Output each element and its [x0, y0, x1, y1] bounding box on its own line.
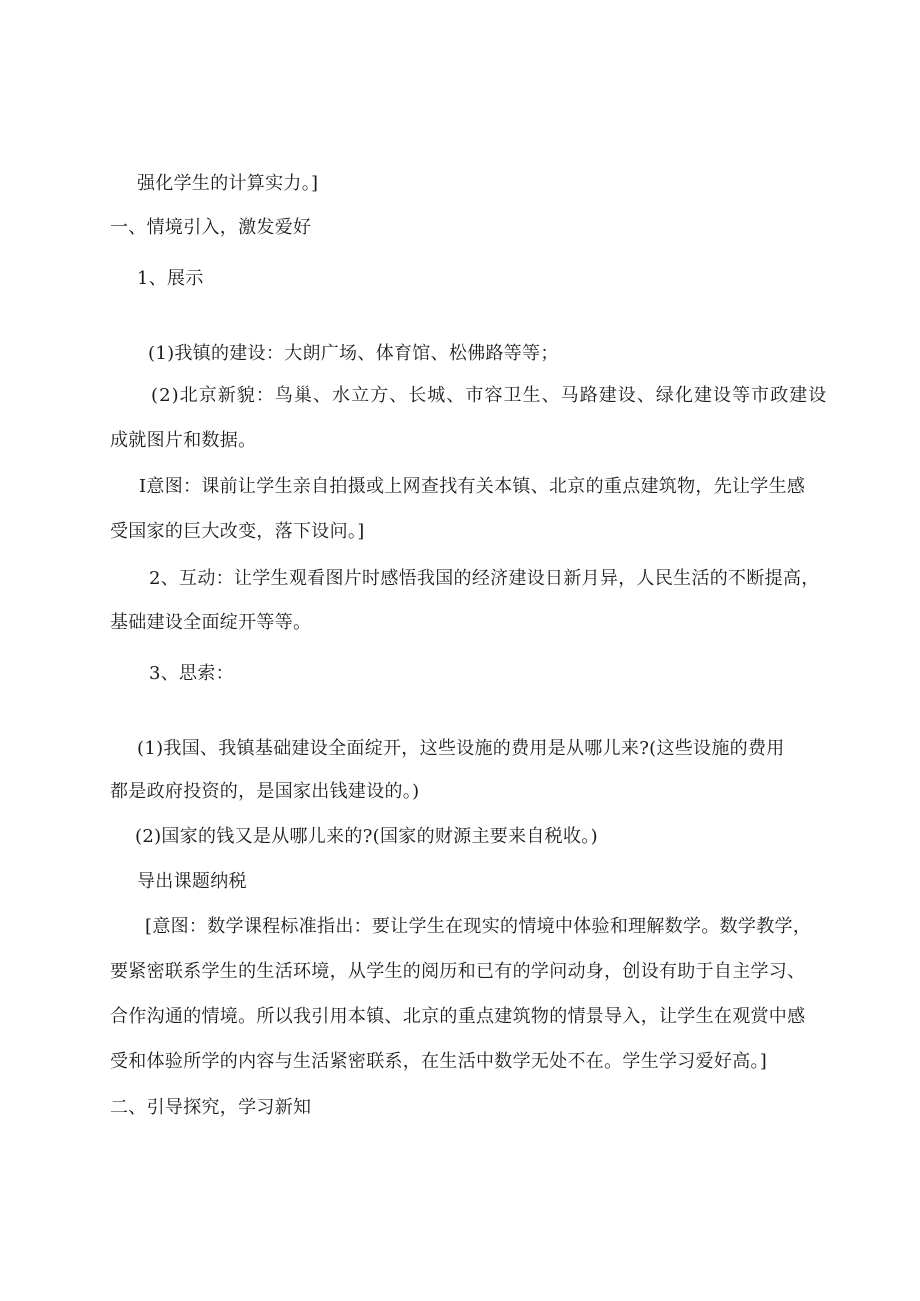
section-heading: 一、情境引入，激发爱好 [110, 217, 312, 238]
text-line: 受国家的巨大改变，落下设问。] [110, 521, 365, 542]
text-line: 2、互动：让学生观看图片时感悟我国的经济建设日新月异，人民生活的不断提高， [149, 568, 820, 589]
text-line: 导出课题纳税 [137, 871, 247, 892]
text-line: I意图：课前让学生亲自拍摄或上网查找有关本镇、北京的重点建筑物，先让学生感 [139, 476, 806, 497]
section-heading: 二、引导探究，学习新知 [110, 1097, 312, 1118]
subheading: 3、思索： [149, 663, 234, 684]
text-line: 受和体验所学的内容与生活紧密联系，在生活中数学无处不在。学生学习爱好高。] [110, 1051, 768, 1072]
subheading: 1、展示 [137, 268, 204, 289]
text-line: 强化学生的计算实力。] [137, 173, 319, 194]
text-line: [意图：数学课程标准指出：要让学生在现实的情境中体验和理解数学。数学教学， [145, 916, 812, 937]
text-line: 要紧密联系学生的生活环境，从学生的阅历和已有的学问动身，创设有助于自主学习、 [110, 961, 806, 982]
text-line: (1)我镇的建设：大朗广场、体育馆、松佛路等等； [148, 343, 559, 364]
text-line: 基础建设全面绽开等等。 [110, 612, 312, 633]
text-line: (2)北京新貌：鸟巢、水立方、长城、市容卫生、马路建设、绿化建设等市政建设 [151, 385, 828, 406]
text-line: 成就图片和数据。 [110, 430, 257, 451]
text-line: 都是政府投资的，是国家出钱建设的。) [110, 781, 420, 802]
text-line: (2)国家的钱又是从哪儿来的?(国家的财源主要来自税收。) [135, 826, 598, 847]
text-line: (1)我国、我镇基础建设全面绽开，这些设施的费用是从哪儿来?(这些设施的费用 [137, 738, 785, 759]
text-line: 合作沟通的情境。所以我引用本镇、北京的重点建筑物的情景导入，让学生在观赏中感 [110, 1006, 806, 1027]
